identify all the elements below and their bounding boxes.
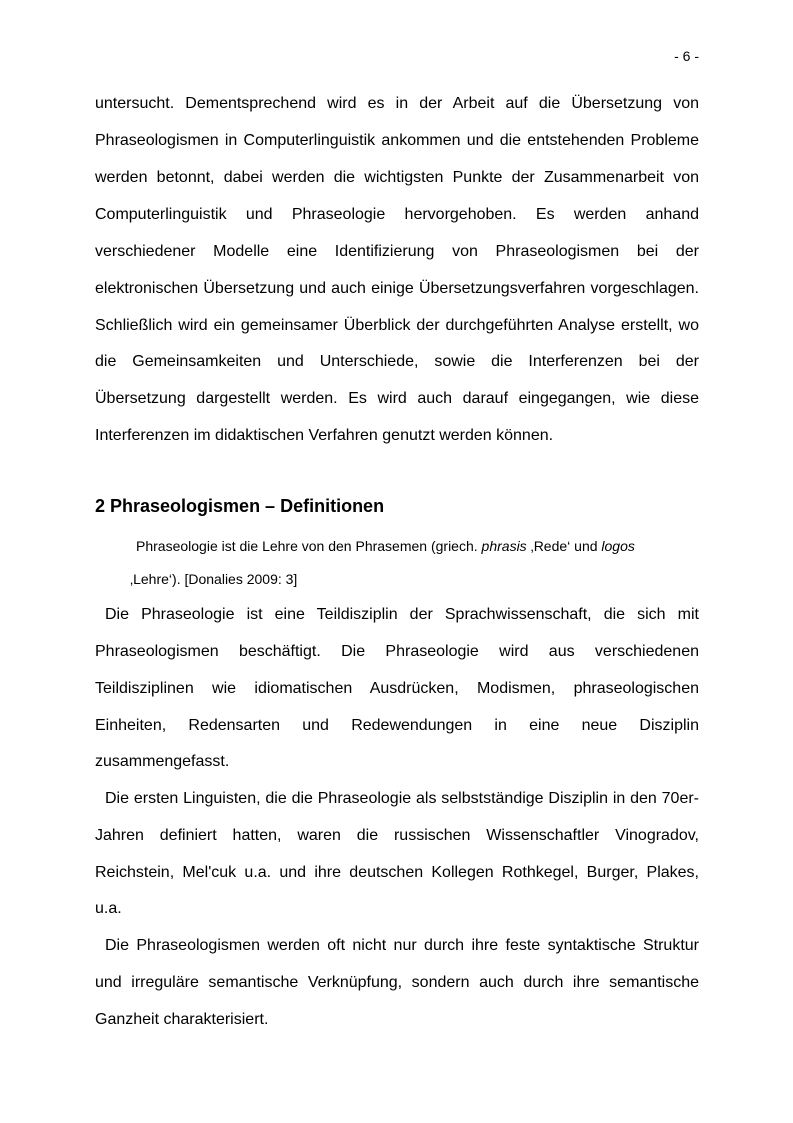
text-line: Übersetzung dargestellt werden. Es wird auch darauf eingegangen, wie diese — [95, 390, 699, 407]
text-line: Einheiten, Redensarten und Redewendungen in eine neue Disziplin — [95, 717, 699, 734]
text-line: zusammengefasst. — [95, 753, 230, 770]
text-line: Die Phraseologismen werden oft nicht nur durch ihre feste syntaktische Struktur — [105, 937, 699, 954]
text-line: Jahren definiert hatten, waren die russischen Wissenschaftler Vinogradov, — [95, 827, 699, 844]
quote-line: ‚Lehre‘). [Donalies 2009: 3] — [130, 571, 298, 587]
quote-text: ‚Rede‘ und — [526, 538, 602, 554]
text-line: und irreguläre semantische Verknüpfung, sondern auch durch ihre semantische — [95, 974, 699, 991]
text-line: verschiedener Modelle eine Identifizierung von Phraseologismen bei der — [95, 243, 699, 260]
quote-term: phrasis — [481, 538, 527, 554]
text-line: Interferenzen im didaktischen Verfahren genutzt werden können. — [95, 427, 554, 444]
text-line: Die Phraseologie ist eine Teildisziplin der Sprachwissenschaft, die sich mit — [105, 606, 699, 623]
text-line: werden betonnt, dabei werden die wichtigsten Punkte der Zusammenarbeit von — [95, 169, 699, 186]
quote-term: logos — [601, 538, 635, 554]
text-line: Schließlich wird ein gemeinsamer Überblick der durchgeführten Analyse erstellt, wo — [95, 317, 699, 334]
text-line: die Gemeinsamkeiten und Unterschiede, sowie die Interferenzen bei der — [95, 353, 699, 370]
quote-line — [136, 537, 635, 555]
text-line: Reichstein, Mel'cuk u.a. und ihre deutschen Kollegen Rothkegel, Burger, Plakes, — [95, 864, 699, 881]
page-number: - 6 - — [674, 48, 699, 64]
text-line: Die ersten Linguisten, die die Phraseologie als selbstständige Disziplin in den 70er- — [105, 790, 699, 807]
text-line: elektronischen Übersetzung und auch einige Übersetzungsverfahren vorgeschlagen. — [95, 280, 699, 297]
section-heading: 2 Phraseologismen – Definitionen — [95, 496, 385, 516]
text-line: Teildisziplinen wie idiomatischen Ausdrücken, Modismen, phraseologischen — [95, 680, 699, 697]
quote-text: Phraseologie ist die Lehre von den Phrasemen (griech. — [136, 538, 482, 554]
text-line: Phraseologismen in Computerlinguistik ankommen und die entstehenden Probleme — [95, 132, 699, 149]
text-line: Computerlinguistik und Phraseologie hervorgehoben. Es werden anhand — [95, 206, 699, 223]
text-line: Ganzheit charakterisiert. — [95, 1011, 269, 1028]
text-line: u.a. — [95, 900, 122, 917]
text-line: Phraseologismen beschäftigt. Die Phraseologie wird aus verschiedenen — [95, 643, 699, 660]
text-line: untersucht. Dementsprechend wird es in der Arbeit auf die Übersetzung von — [95, 95, 699, 112]
